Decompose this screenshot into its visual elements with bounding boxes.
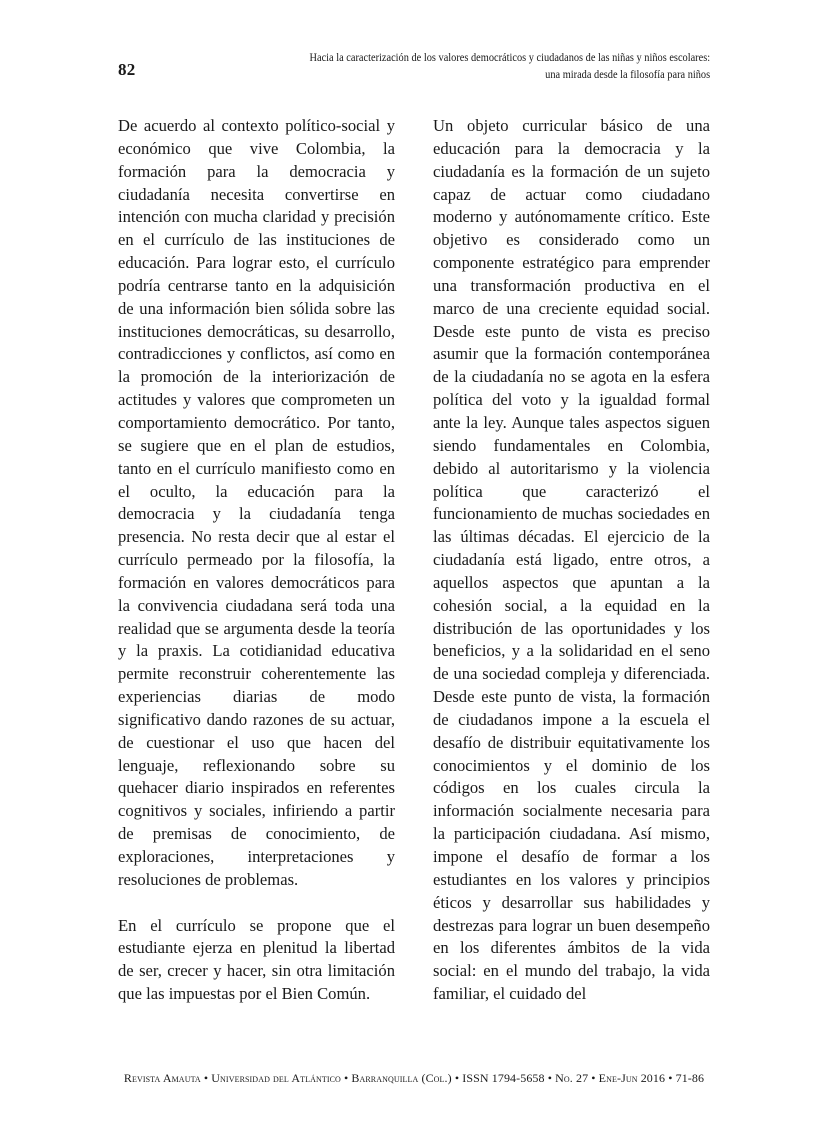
running-header <box>309 50 710 84</box>
left-paragraph-1: De acuerdo al contexto político-social y económico que vive Colombia, la formación para la democracia y ciudadanía necesita convertirse en intención con mucha claridad y precisión en el currículo de las instituciones de educación. Para lograr esto, el currículo podría centrarse tanto en la adquisición de una información bien sólida sobre las instituciones democráticas, su desarrollo, contradicciones y conflictos, así como en la promoción de la interiorización de actitudes y valores que comprometen un comportamiento democrático. Por tanto, se sugiere que en el plan de estudios, tanto en el currículo manifiesto como en el oculto, la educación para la democracia y la ciudadanía tenga presencia. No resta decir que al estar el currículo permeado por la filosofía, la formación en valores democráticos para la convivencia ciudadana será toda una realidad que se argumenta desde la teoría y la praxis. La cotidianidad educativa permite reconstruir coherentemente las experiencias diarias de modo significativo dando razones de su actuar, de cuestionar el uso que hacen del lenguaje, reflexionando sobre su quehacer diario inspirados en referentes cognitivos y sociales, infiriendo a partir de premisas de conocimiento, de exploraciones, interpretaciones y resoluciones de problemas. <box>118 116 395 889</box>
running-header-line-2: una mirada desde la filosofía para niños <box>545 69 710 81</box>
journal-footer: Revista Amauta • Universidad del Atlántico • Barranquilla (Col.) • ISSN 1794-5658 • No. 27 • Ene-Jun 2016 • 71-86 <box>123 1071 705 1085</box>
right-column <box>433 115 710 1006</box>
left-column <box>118 115 395 1006</box>
right-paragraph-1: Un objeto curricular básico de una educación para la democracia y la ciudadanía es la formación de un sujeto capaz de actuar como ciudadano moderno y autónomamente crítico. Este objetivo es considerado como un componente estratégico para emprender una transformación productiva en el marco de una creciente equidad social. Desde este punto de vista es preciso asumir que la formación contemporánea de la ciudadanía no se agota en la esfera política del voto y la igualdad formal ante la ley. Aunque tales aspectos siguen siendo fundamentales en Colombia, debido al autoritarismo y la violencia política que caracterizó el funcionamiento de muchas sociedades en las últimas décadas. El ejercicio de la ciudadanía está ligado, entre otros, a aquellos aspectos que apuntan a la cohesión social, a la equidad en la distribución de las oportunidades y los beneficios, y a la solidaridad en el seno de una sociedad compleja y diferenciada. Desde este punto de vista, la formación de ciudadanos impone a la escuela el desafío de distribuir equitativamente los conocimientos y el dominio de los códigos en los cuales circula la información socialmente necesaria para la participación ciudadana. Así mismo, impone el desafío de formar a los estudiantes en los valores y principios éticos y desarrollar sus habilidades y destrezas para lograr un buen desempeño en los diferentes ámbitos de la vida social: en el mundo del trabajo, la vida familiar, el cuidado del <box>433 116 710 1004</box>
running-header-line-1: Hacia la caracterización de los valores democráticos y ciudadanos de las niñas y niños escolares: <box>309 52 710 64</box>
page-number: 82 <box>118 60 136 79</box>
left-paragraph-2: En el currículo se propone que el estudiante ejerza en plenitud la libertad de ser, crecer y hacer, sin otra limitación que las impuestas por el Bien Común. <box>118 915 395 1004</box>
